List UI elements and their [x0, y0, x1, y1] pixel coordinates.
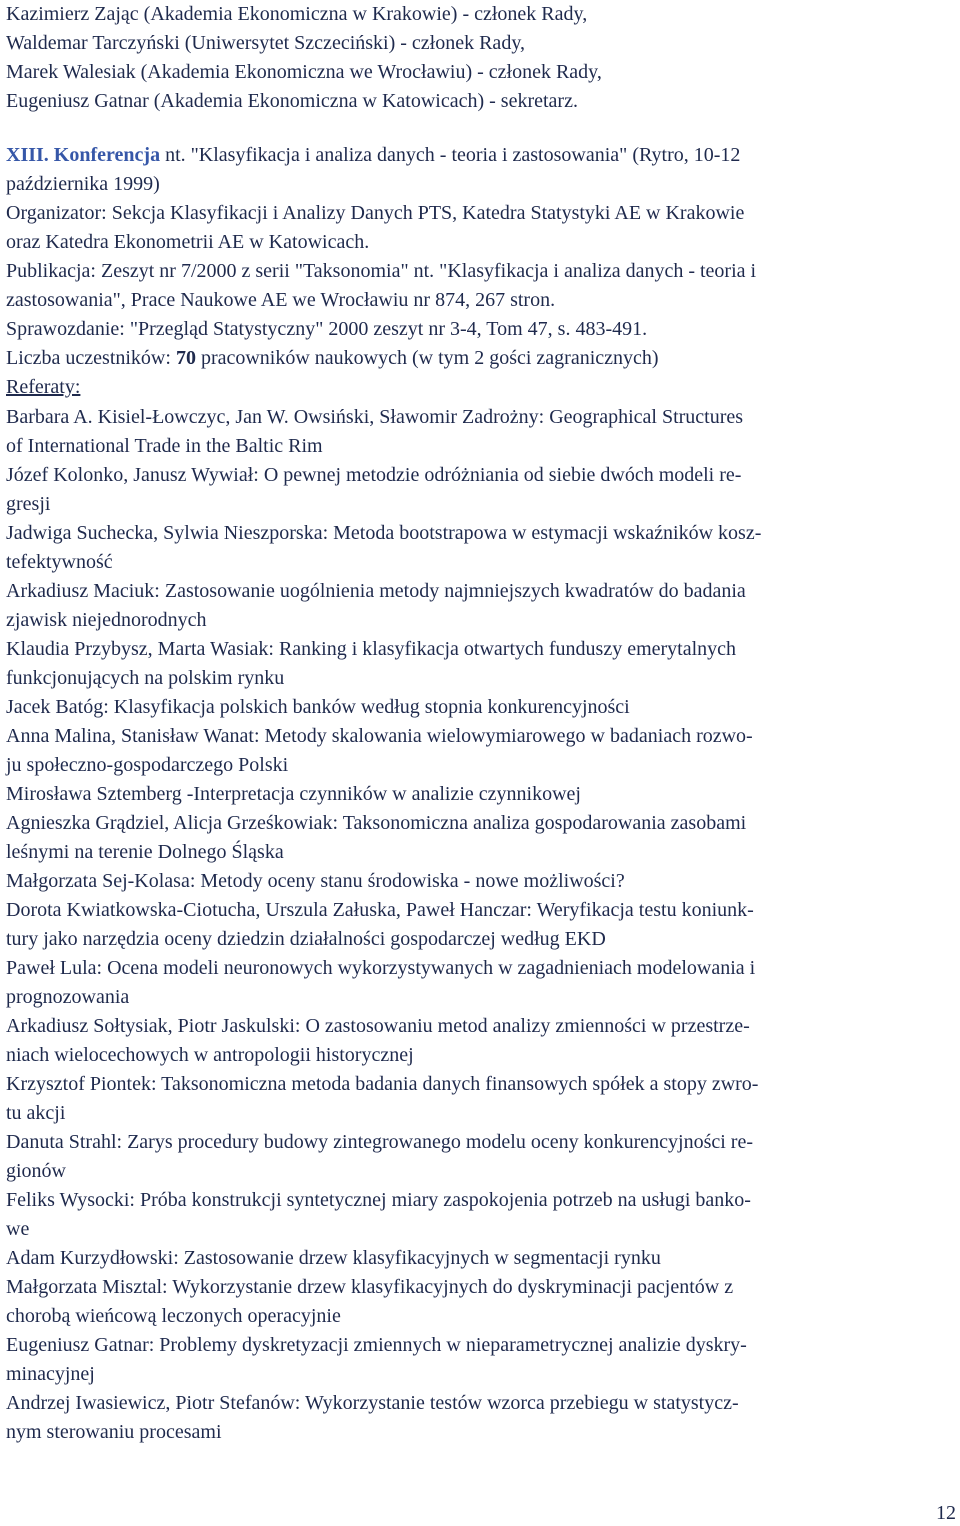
participants-prefix: Liczba uczestników:	[6, 347, 176, 369]
referat-line: Dorota Kwiatkowska-Ciotucha, Urszula Załuska, Paweł Hanczar: Weryfikacja testu koniunk-	[6, 899, 754, 921]
details-line: zastosowania", Prace Naukowe AE we Wrocławiu nr 874, 267 stron.	[6, 289, 556, 311]
referat-line: tefektywność	[6, 551, 113, 573]
participants-suffix: pracowników naukowych (w tym 2 gości zagranicznych)	[195, 347, 659, 369]
referat-line: Paweł Lula: Ocena modeli neuronowych wykorzystywanych w zagadnieniach modelowania i	[6, 957, 756, 979]
referat-line: Krzysztof Piontek: Taksonomiczna metoda badania danych finansowych spółek a stopy zwro-	[6, 1073, 759, 1095]
referat-line: Małgorzata Sej-Kolasa: Metody oceny stanu środowiska - nowe możliwości?	[6, 870, 625, 892]
referat-line: prognozowania	[6, 986, 130, 1008]
referat-line: nym sterowaniu procesami	[6, 1421, 222, 1443]
referat-line: Małgorzata Misztal: Wykorzystanie drzew klasyfikacyjnych do dyskryminacji pacjentów z	[6, 1276, 734, 1298]
referat-line: of International Trade in the Baltic Rim	[6, 435, 323, 457]
conference-title-line	[6, 141, 740, 170]
referat-line: Adam Kurzydłowski: Zastosowanie drzew klasyfikacyjnych w segmentacji rynku	[6, 1247, 661, 1269]
refs-list	[6, 403, 761, 1447]
details-line: Sprawozdanie: "Przegląd Statystyczny" 2000 zeszyt nr 3-4, Tom 47, s. 483-491.	[6, 318, 648, 340]
referat-line: Andrzej Iwasiewicz, Piotr Stefanów: Wykorzystanie testów wzorca przebiegu w statystycz-	[6, 1392, 739, 1414]
committee-list	[6, 0, 602, 116]
participants-count: 70	[175, 347, 196, 369]
referat-line: we	[6, 1218, 30, 1240]
conference-section	[6, 141, 740, 199]
referat-line: Eugeniusz Gatnar: Problemy dyskretyzacji zmiennych w nieparametrycznej analizie dyskry-	[6, 1334, 747, 1356]
referat-line: tu akcji	[6, 1102, 66, 1124]
referat-line: Feliks Wysocki: Próba konstrukcji syntetycznej miary zaspokojenia potrzeb na usługi banko-	[6, 1189, 751, 1211]
referat-line: minacyjnej	[6, 1363, 95, 1385]
page-number: 12	[936, 1502, 956, 1524]
referat-line: gionów	[6, 1160, 66, 1182]
referat-line: niach wielocechowych w antropologii historycznej	[6, 1044, 414, 1066]
committee-line: Kazimierz Zając (Akademia Ekonomiczna w Krakowie) - członek Rady,	[6, 3, 588, 25]
referat-line: Mirosława Sztemberg -Interpretacja czynników w analizie czynnikowej	[6, 783, 581, 805]
referat-line: tury jako narzędzia oceny dziedzin działalności gospodarczej według EKD	[6, 928, 606, 950]
conference-date-line: października 1999)	[6, 173, 160, 195]
referat-line: Barbara A. Kisiel-Łowczyc, Jan W. Owsiński, Sławomir Zadrożny: Geographical Structures	[6, 406, 744, 428]
details-line: Organizator: Sekcja Klasyfikacji i Analizy Danych PTS, Katedra Statystyki AE w Krakowie	[6, 202, 745, 224]
referat-line: Arkadiusz Maciuk: Zastosowanie uogólnienia metody najmniejszych kwadratów do badania	[6, 580, 746, 602]
participants-line	[6, 344, 756, 373]
referat-line: ju społeczno-gospodarczego Polski	[6, 754, 289, 776]
referat-line: gresji	[6, 493, 51, 515]
refs-label: Referaty:	[6, 376, 81, 398]
referat-line: Arkadiusz Sołtysiak, Piotr Jaskulski: O zastosowaniu metod analizy zmienności w przestrze-	[6, 1015, 750, 1037]
referat-line: Anna Malina, Stanisław Wanat: Metody skalowania wielowymiarowego w badaniach rozwo-	[6, 725, 753, 747]
referat-line: funkcjonujących na polskim rynku	[6, 667, 285, 689]
conference-details	[6, 199, 756, 402]
details-line: Publikacja: Zeszyt nr 7/2000 z serii "Taksonomia" nt. "Klasyfikacja i analiza danych - teoria i	[6, 260, 757, 282]
referat-line: Jadwiga Suchecka, Sylwia Nieszporska: Metoda bootstrapowa w estymacji wskaźników kosz-	[6, 522, 762, 544]
committee-line: Waldemar Tarczyński (Uniwersytet Szczeciński) - członek Rady,	[6, 32, 526, 54]
referat-line: Jacek Batóg: Klasyfikacja polskich banków według stopnia konkurencyjności	[6, 696, 630, 718]
referat-line: leśnymi na terenie Dolnego Śląska	[6, 841, 284, 863]
conference-heading: XIII. Konferencja	[6, 144, 161, 166]
committee-line: Eugeniusz Gatnar (Akademia Ekonomiczna w Katowicach) - sekretarz.	[6, 90, 578, 112]
refs-heading-line	[6, 373, 756, 402]
referat-line: Józef Kolonko, Janusz Wywiał: O pewnej metodzie odróżniania od siebie dwóch modeli re-	[6, 464, 742, 486]
committee-line: Marek Walesiak (Akademia Ekonomiczna we Wrocławiu) - członek Rady,	[6, 61, 602, 83]
details-line: oraz Katedra Ekonometrii AE w Katowicach.	[6, 231, 370, 253]
referat-line: Agnieszka Grądziel, Alicja Grześkowiak: Taksonomiczna analiza gospodarowania zasobami	[6, 812, 747, 834]
referat-line: chorobą wieńcową leczonych operacyjnie	[6, 1305, 341, 1327]
conference-title: nt. "Klasyfikacja i analiza danych - teoria i zastosowania" (Rytro, 10-12	[160, 144, 741, 166]
referat-line: Danuta Strahl: Zarys procedury budowy zintegrowanego modelu oceny konkurencyjności re-	[6, 1131, 753, 1153]
referat-line: zjawisk niejednorodnych	[6, 609, 207, 631]
referat-line: Klaudia Przybysz, Marta Wasiak: Ranking i klasyfikacja otwartych funduszy emerytalnych	[6, 638, 737, 660]
